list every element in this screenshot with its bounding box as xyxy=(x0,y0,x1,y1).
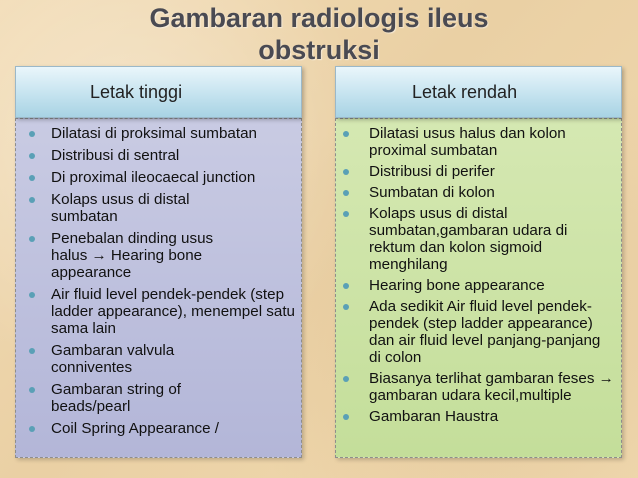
list-item-text: Gambaran valvula conniventes xyxy=(51,342,175,376)
bullet-icon xyxy=(343,169,349,175)
list-item-text: Kolaps usus di distal sumbatan xyxy=(51,191,190,225)
list-item xyxy=(15,147,302,164)
list-item-text: Distribusi di perifer xyxy=(369,163,495,180)
bullet-icon xyxy=(29,236,35,242)
list-item xyxy=(15,342,302,376)
list-item-text: Sumbatan di kolon xyxy=(369,184,495,201)
bullet-icon xyxy=(343,414,349,420)
list-item-text: Biasanya terlihat gambaran feses → gambaran udara kecil,multiple xyxy=(369,370,614,404)
bullet-icon xyxy=(29,131,35,137)
list-item xyxy=(15,191,302,225)
list-item-text: Coil Spring Appearance / xyxy=(51,420,220,437)
bullet-icon xyxy=(29,153,35,159)
list-item xyxy=(335,205,622,273)
bullet-list-letak-rendah xyxy=(335,125,622,429)
list-item xyxy=(15,420,302,437)
list-item xyxy=(15,286,302,337)
list-item-text: Distribusi di sentral xyxy=(51,147,180,164)
list-item-text: Kolaps usus di distal sumbatan,gambaran udara di rektum dan kolon sigmoid menghilang xyxy=(369,205,568,273)
bullet-icon xyxy=(343,211,349,217)
bullet-icon xyxy=(343,376,349,382)
bullet-icon xyxy=(343,190,349,196)
bullet-icon xyxy=(343,131,349,137)
list-item xyxy=(15,381,302,415)
list-item xyxy=(335,125,622,159)
list-item-text: Hearing bone appearance xyxy=(369,277,545,294)
list-item xyxy=(15,169,302,186)
column-header-label: Letak tinggi xyxy=(90,81,183,102)
list-item xyxy=(335,184,622,201)
list-item xyxy=(335,408,622,425)
list-item-text: Gambaran string of beads/pearl xyxy=(51,381,181,415)
slide-title-line-2: obstruksi xyxy=(258,35,380,65)
list-item xyxy=(15,230,302,281)
bullet-icon xyxy=(29,197,35,203)
bullet-icon xyxy=(29,426,35,432)
list-item-text: Penebalan dinding usus halus → Hearing bone appearance xyxy=(51,230,214,281)
list-item xyxy=(335,277,622,294)
bullet-list-letak-tinggi xyxy=(15,125,302,442)
list-item xyxy=(335,298,622,366)
list-item xyxy=(335,370,622,404)
slide-title xyxy=(0,2,638,66)
list-item xyxy=(15,125,302,142)
bullet-icon xyxy=(343,283,349,289)
bullet-icon xyxy=(29,175,35,181)
column-header-label: Letak rendah xyxy=(412,81,518,102)
list-item-text: Air fluid level pendek-pendek (step ladder appearance), menempel satu sama lain xyxy=(51,286,295,337)
list-item-text: Ada sedikit Air fluid level pendek-pendek (step ladder appearance) dan air fluid level panjang-panjang di colon xyxy=(369,298,601,366)
bullet-icon xyxy=(29,348,35,354)
column-header-letak-tinggi xyxy=(15,66,302,118)
slide-title-line-1: Gambaran radiologis ileus xyxy=(149,3,489,33)
bullet-icon xyxy=(29,292,35,298)
list-item-text: Di proximal ileocaecal junction xyxy=(51,169,256,186)
bullet-icon xyxy=(343,304,349,310)
list-item xyxy=(335,163,622,180)
list-item-text: Dilatasi di proksimal sumbatan xyxy=(51,125,257,142)
list-item-text: Dilatasi usus halus dan kolon proximal sumbatan xyxy=(369,125,566,159)
column-header-letak-rendah xyxy=(335,66,622,118)
bullet-icon xyxy=(29,387,35,393)
list-item-text: Gambaran Haustra xyxy=(369,408,499,425)
